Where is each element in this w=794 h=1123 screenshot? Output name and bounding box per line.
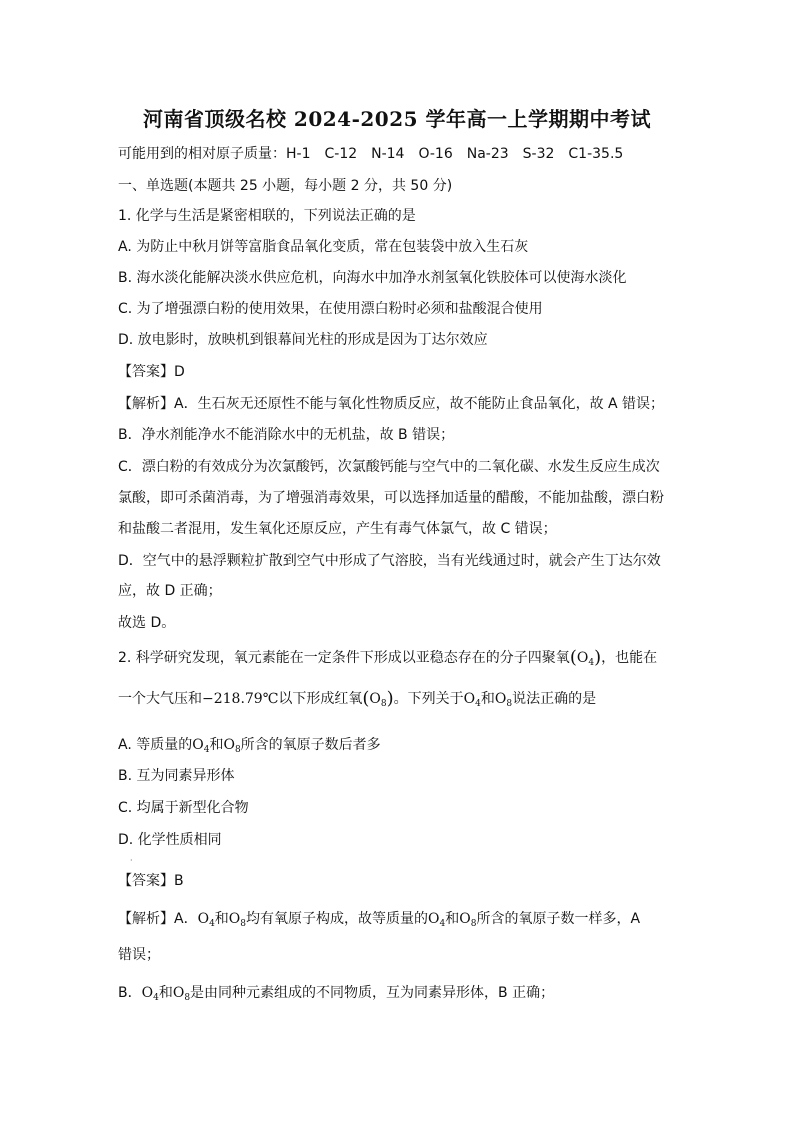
temperature-value: −218.79℃: [202, 691, 279, 707]
o8-formula: [362, 688, 394, 709]
subscript-8: 8: [506, 699, 513, 709]
question-1-stem: 1. 化学与生活是紧密相联的，下列说法正确的是: [118, 208, 416, 224]
question-1-explanation-a: [118, 394, 664, 414]
stray-mark: ·: [130, 856, 133, 865]
subscript-8: 8: [184, 993, 191, 1003]
paren-close: ): [594, 647, 602, 668]
stem-text: 2. 科学研究发现，氧元素能在一定条件下形成以亚稳态存在的分子四聚氧: [118, 650, 570, 666]
explanation-text: 所含的氧原子数一样多，A: [476, 911, 641, 927]
question-1-explanation-b: B．净水剂能净水不能消除水中的无机盐，故 B 错误；: [118, 427, 455, 443]
question-1-explanation-d1: D．空气中的悬浮颗粒扩散到空气中形成了气溶胶，当有光线通过时，就会产生丁达尔效: [118, 553, 661, 569]
question-2-explanation-a-cont: 错误；: [118, 947, 160, 963]
explanation-text: 是由同种元素组成的不同物质，互为同素异形体，B 正确；: [190, 985, 555, 1001]
subscript-8: 8: [240, 919, 247, 929]
stem-text: 。下列关于: [393, 691, 464, 707]
atomic-masses-line: 可能用到的相对原子质量：H-1 C-12 N-14 O-16 Na-23 S-32 C1-35.5: [118, 146, 624, 162]
o-symbol: O: [576, 650, 589, 666]
o-symbol: O: [369, 691, 381, 707]
o4-formula: [569, 647, 602, 668]
explanation-label: 【解析】: [118, 396, 174, 412]
o-symbol: O: [459, 911, 471, 927]
question-2-stem-line-1: [118, 648, 657, 668]
stem-text: 和: [480, 691, 495, 707]
o4-formula: [198, 911, 215, 927]
paren-open: (: [569, 647, 577, 668]
explanation-text: A．: [174, 911, 198, 927]
paren-open: (: [362, 688, 370, 709]
question-1-explanation-c3: 和盐酸二者混用，发生氧化还原反应，产生有毒气体氯气，故 C 错误；: [118, 521, 557, 537]
o-symbol: O: [463, 691, 476, 707]
question-2-answer: 【答案】B: [118, 873, 184, 889]
subscript-8: 8: [234, 745, 241, 755]
stem-text: ，也能在: [601, 650, 658, 666]
subscript-4: 4: [153, 993, 159, 1003]
o8-formula: [229, 911, 246, 927]
question-1-explanation-d2: 应，故 D 正确；: [118, 583, 222, 599]
o4-formula: [192, 737, 209, 753]
paren-close: ): [386, 688, 394, 709]
question-2-explanation-a: [118, 909, 640, 929]
o-symbol: O: [428, 911, 440, 927]
question-1-explanation-c1: C．漂白粉的有效成分为次氯酸钙，次氯酸钙能与空气中的二氧化碳、水发生反应生成次: [118, 459, 660, 475]
subscript-4: 4: [475, 699, 481, 709]
o-symbol: O: [172, 985, 185, 1001]
question-1-answer: 【答案】D: [118, 364, 185, 380]
section-heading: 一、单选题(本题共 25 小题，每小题 2 分，共 50 分): [118, 178, 453, 194]
question-1-option-c: C. 为了增强漂白粉的使用效果，在使用漂白粉时必须和盐酸混合使用: [118, 301, 543, 317]
question-1-option-b: B. 海水淡化能解决淡水供应危机，向海水中加净水剂氢氧化铁胶体可以使海水淡化: [118, 270, 627, 286]
explanation-text: 和: [158, 985, 173, 1001]
option-text: 和: [209, 737, 224, 753]
explanation-label: 【解析】: [118, 911, 174, 927]
option-text: 所含的氧原子数后者多: [240, 737, 381, 753]
explanation-text: 和: [214, 911, 229, 927]
o-symbol: O: [197, 911, 210, 927]
explanation-text: A．生石灰无还原性不能与氧化性物质反应，故不能防止食品氧化，故 A 错误；: [174, 396, 665, 412]
stem-text: 以下形成红氧: [278, 691, 363, 707]
o8-formula: [495, 691, 512, 707]
o4-formula: [428, 911, 445, 927]
question-1-conclusion: 故选 D。: [118, 615, 176, 631]
o4-formula: [142, 985, 159, 1001]
o8-formula: [459, 911, 476, 927]
question-2-option-a: [118, 735, 381, 755]
stem-text: 一个大气压和: [118, 691, 202, 707]
explanation-text: B．: [118, 985, 142, 1001]
o8-formula: [223, 737, 240, 753]
o-symbol: O: [228, 911, 241, 927]
subscript-4: 4: [439, 919, 446, 929]
page-title: 河南省顶级名校 2024-2025 学年高一上学期期中考试: [142, 107, 652, 131]
question-2-option-b: B. 互为同素异形体: [118, 768, 235, 784]
question-1-option-d: D. 放电影时，放映机到银幕间光柱的形成是因为丁达尔效应: [118, 332, 488, 348]
explanation-text: 均有氧原子构成，故等质量的: [246, 911, 429, 927]
o-symbol: O: [223, 737, 235, 753]
explanation-text: 和: [445, 911, 460, 927]
question-2-option-c: C. 均属于新型化合物: [118, 800, 249, 816]
option-text: A. 等质量的: [118, 737, 193, 753]
subscript-4: 4: [209, 919, 215, 929]
question-1-explanation-c2: 氯酸，即可杀菌消毒，为了增强消毒效果，可以选择加适量的醋酸，不能加盐酸，漂白粉: [118, 490, 664, 506]
subscript-8: 8: [470, 919, 477, 929]
subscript-4: 4: [588, 658, 595, 668]
subscript-4: 4: [203, 745, 210, 755]
o8-formula: [173, 985, 190, 1001]
question-1-option-a: A. 为防止中秋月饼等富脂食品氧化变质，常在包装袋中放入生石灰: [118, 239, 529, 255]
subscript-8: 8: [380, 699, 387, 709]
stem-text: 说法正确的是: [512, 691, 597, 707]
o-symbol: O: [192, 737, 204, 753]
question-2-stem-line-2: [118, 689, 596, 709]
question-2-option-d: D. 化学性质相同: [118, 832, 222, 848]
question-2-explanation-b: [118, 983, 554, 1003]
o4-formula: [464, 691, 481, 707]
o-symbol: O: [494, 691, 507, 707]
o-symbol: O: [141, 985, 154, 1001]
